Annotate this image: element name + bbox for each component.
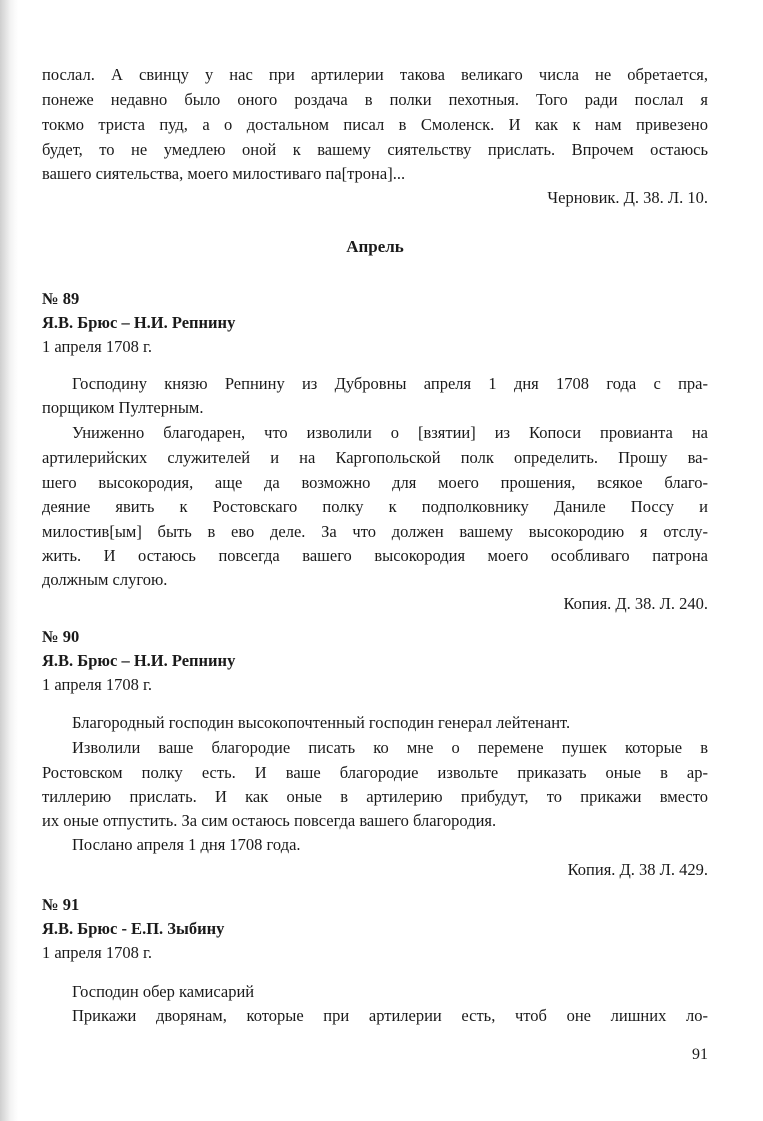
doc-line: их оные отпустить. За сим остаюсь повсегда вашего благородия. [42, 811, 497, 830]
doc-title: Я.В. Брюс - Е.П. Зыбину [42, 919, 225, 938]
doc-line: Униженно благодарен, что изволили о [взятии] из Копоси провианта на [72, 423, 708, 442]
doc-line: деяние явить к Ростовскаго полку к подполковнику Даниле Поссу и [42, 497, 708, 516]
intro-line: понеже недавно было оного роздача в полки пехотныя. Того ради послал я [42, 90, 708, 109]
doc-source: Копия. Д. 38 Л. 429. [567, 860, 708, 879]
doc-title: Я.В. Брюс – Н.И. Репнину [42, 313, 236, 332]
section-title: Апрель [346, 237, 404, 256]
doc-line: милостив[ым] быть в ево деле. За что должен вашему высокородию я отслу- [42, 522, 708, 541]
intro-source: Черновик. Д. 38. Л. 10. [547, 188, 708, 207]
doc-number: № 91 [42, 895, 80, 914]
scan-edge-shadow [0, 0, 18, 1121]
doc-number: № 90 [42, 627, 80, 646]
doc-line: порщиком Пултерным. [42, 398, 204, 417]
doc-title: Я.В. Брюс – Н.И. Репнину [42, 651, 236, 670]
intro-line: послал. А свинцу у нас при артилерии такова великаго числа не обретается, [42, 65, 708, 84]
doc-line: Господин обер камисарий [72, 982, 255, 1001]
intro-line: токмо триста пуд, а о достальном писал в Смоленск. И как к нам привезено [42, 115, 708, 134]
doc-date: 1 апреля 1708 г. [42, 337, 152, 356]
doc-line: жить. И остаюсь повсегда вашего высокородия моего особливаго патрона [42, 546, 708, 565]
page-number: 91 [692, 1046, 708, 1063]
doc-line: Ростовском полку есть. И ваше благородие извольте приказать оные в ар- [42, 763, 708, 782]
doc-line: Прикажи дворянам, которые при артилерии есть, чтоб оне лишних ло- [72, 1006, 708, 1025]
doc-source: Копия. Д. 38. Л. 240. [563, 594, 708, 613]
doc-date: 1 апреля 1708 г. [42, 675, 152, 694]
doc-line: Послано апреля 1 дня 1708 года. [72, 835, 301, 854]
intro-line: вашего сиятельства, моего милостиваго па[трона]... [42, 164, 406, 183]
doc-line: Благородный господин высокопочтенный господин генерал лейтенант. [72, 713, 571, 732]
doc-line: шего высокородия, аще да возможно для моего прошения, всякое благо- [42, 473, 708, 492]
doc-line: Господину князю Репнину из Дубровны апреля 1 дня 1708 года с пра- [72, 374, 708, 393]
doc-line: Изволили ваше благородие писать ко мне о перемене пушек которые в [72, 738, 708, 757]
doc-line: артилерийских служителей и на Каргопольской полк определить. Прошу ва- [42, 448, 708, 467]
doc-number: № 89 [42, 289, 80, 308]
doc-line: должным слугою. [42, 570, 168, 589]
doc-line: тиллерию прислать. И как оные в артилерию прибудут, то прикажи вместо [42, 787, 708, 806]
doc-date: 1 апреля 1708 г. [42, 943, 152, 962]
intro-line: будет, то не умедлею оной к вашему сиятельству прислать. Впрочем остаюсь [42, 140, 708, 159]
